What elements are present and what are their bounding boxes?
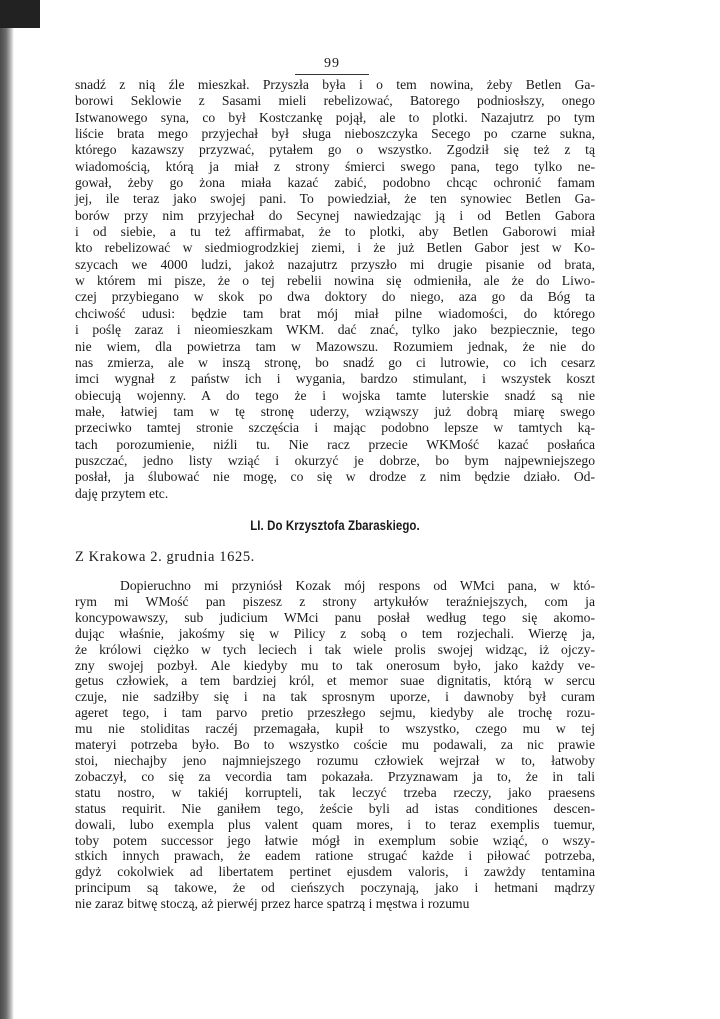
scan-binding-edge [0, 0, 14, 1019]
text-line: w którem mi pisze, że o tej rebelii nowina się odmieniła, ale że do Liwo- [75, 273, 595, 289]
text-line: nas zmierza, ale w inszą stronę, bo snadź go ci lutrowie, co ich cesarz [75, 354, 595, 370]
text-line: liście brata mego przyjechał był sługa nieboszczyka Secego po czarne sukna, [75, 126, 595, 142]
text-line: koncypowawszy, sub judicium WMci panu posłał według tego się akomo- [75, 609, 595, 625]
scan-corner-shadow [0, 0, 40, 28]
text-line: zobaczył, co się za vecordia tam pokazała. Przyznawam ja to, że in tali [75, 768, 595, 784]
text-line: Istwanowego syna, co był Kostczankę pojął, ale to plotki. Nazajutrz po tym [75, 109, 595, 125]
text-line: ageret tego, i tam parvo pretio przeszłego sejmu, kiedyby ale trochę rozu- [75, 705, 595, 721]
text-line: czej przybiegano w skok po dwa doktory do niego, aza go da Bóg ta [75, 289, 595, 305]
text-line: i poślę zaraz i nieomieszkam WKM. dać znać, tylko jako bezpiecznie, tego [75, 322, 595, 338]
text-line: daję przytem etc. [75, 485, 169, 501]
text-line: zny swojej pozbył. Ale kiedyby mu to tak onerosum było, jako każdy ve- [75, 657, 595, 673]
text-line: kto rebelizować w siedmiogrodzkiej ziemi, i że już Betlen Gabor jest w Ko- [75, 240, 595, 256]
text-line: tach porozumienie, niźli tu. Nie racz przecie WKMość kazać posłańca [75, 436, 595, 452]
text-line: toby potem successor jego łatwie mógł in exemplum sobie wziąć, o wszy- [75, 832, 595, 848]
text-line: przeciwko tamtej stronie szczęścia i mając podobno lepsze w tamtych ką- [75, 420, 595, 436]
text-line: czuje, nie sadziłby się i na tak sprosnym uporze, i dawnoby był curam [75, 689, 595, 705]
letter-dateline: Z Krakowa 2. grudnia 1625. [75, 549, 255, 565]
text-line: dując właśnie, jakośmy się w Pilicy z sobą o tem rozjechali. Wierzę ja, [75, 625, 595, 641]
text-line: dowali, lubo exempla plus valent quam mores, i to teraz exemplis tuemur, [75, 816, 595, 832]
text-line: mu nie stoliditas raczéj przemagała, kupił to wszystko, czego mu w tej [75, 721, 595, 737]
text-line: gował, żeby go żona miała kazać zabić, podobno chcąc ochronić famam [75, 175, 595, 191]
text-line: że królowi ciężko w tych leciech i tak wiele prolis swojej widząc, iż ojczy- [75, 641, 595, 657]
text-line: materyi potrzeba było. Bo to wszystko coście mu podawali, za nic prawie [75, 737, 595, 753]
text-line: borów przy nim przyjechał do Secynej nawiedzając ją i od Betlen Gabora [75, 207, 595, 223]
text-line: chciwość udusi: będzie tam brat mój miał pilne wiadomości, do którego [75, 305, 595, 321]
text-line: szycach we 4000 ludzi, jakoż nazajutrz przyszło mi drugie pisanie od brata, [75, 256, 595, 272]
text-line: posłał, ja ślubować nie mogę, co się w drodze z nim będzie działo. Od- [75, 469, 595, 485]
text-line: gdyż cokolwiek ad libertatem pertinet ejusdem valoris, i zawżdy tentamina [75, 864, 595, 880]
text-line: nie wiem, dla powietrza tam w Mazowszu. Rozumiem jednak, że nie do [75, 338, 595, 354]
text-line: Dopieruchno mi przyniósł Kozak mój respons od WMci pana, w któ- [120, 578, 595, 593]
text-line: stkich innych prawach, że eadem ratione strugać każde i piłować potrzeba, [75, 848, 595, 864]
paragraph-continued [75, 77, 595, 502]
text-line: stoi, niechajby jeno najmniejszego rozumu człowiek wejrzał w to, łatwoby [75, 752, 595, 768]
text-line: borowi Seklowie z Sasami mieli rebelizować, Batorego podniosłszy, onego [75, 93, 595, 109]
text-line: którego kazawszy przyzwać, pytałem go o wszystko. Zgodził się też z tą [75, 142, 595, 158]
text-line: snadź z nią źle mieszkał. Przyszła była i o tem nowina, żeby Betlen Ga- [75, 77, 595, 92]
text-line: rym mi WMość pan piszesz z strony artykułów teraźniejszych, com ja [75, 593, 595, 609]
text-line: principum są takowe, że od cieńszych poczynają, jako i hetmani mądrzy [75, 880, 595, 896]
text-line: statu nostro, w takiéj korrupteli, tak leczyć trzeba rzeczy, jako praesens [75, 784, 595, 800]
text-line: i od siebie, a tu też affirmabat, że to plotki, aby Betlen Gaborowi miał [75, 224, 595, 240]
text-line: nie zaraz bitwę stoczą, aż pierwéj przez harce spatrzą i męstwa i rozumu [75, 896, 470, 912]
text-line: wiadomością, którą ja miał z strony śmierci swego pana, tego tylko ne- [75, 158, 595, 174]
text-line: obiecują wojenny. A do tego że i wojska tamte luterskie snadź są nie [75, 387, 595, 403]
text-line: małe, łatwiej tam w tę stronę uderzy, wziąwszy już dobrą miarę swego [75, 403, 595, 419]
text-line: status requirit. Nie ganiłem tego, żeście byli ad istas conditiones descen- [75, 800, 595, 816]
text-line: puszczać, jedno listy wziąć i okurzyć je dobrze, bo bym najpewniejszego [75, 452, 595, 468]
letter-body-paragraph [75, 578, 595, 912]
text-line: jej, ile teraz jako swojej pani. To powiedział, że ten synowiec Betlen Ga- [75, 191, 595, 207]
text-line: imci wygnał z państw ich i wygania, bardzo stimulant, i wszystek koszt [75, 371, 595, 387]
letter-heading: LI. Do Krzysztofa Zbaraskiego. [250, 517, 420, 533]
page-number: 99 [295, 56, 369, 75]
text-line: getus człowiek, a tem bardziej król, et memor suae dignitatis, którą w sercu [75, 673, 595, 689]
